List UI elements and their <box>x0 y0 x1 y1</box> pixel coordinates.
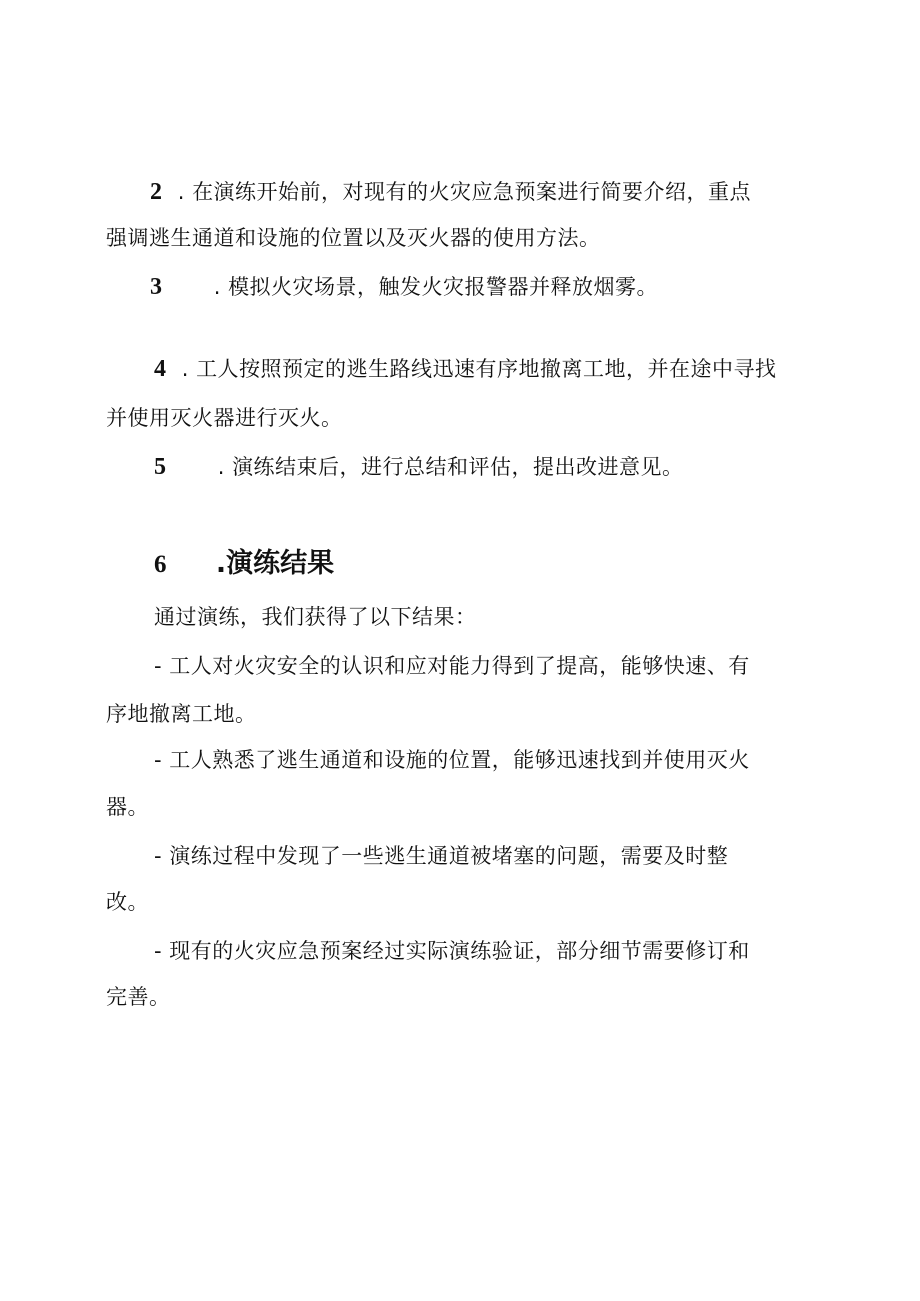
step-separator: . <box>213 275 221 299</box>
section-separator: . <box>215 548 227 579</box>
step-separator: . <box>177 180 185 204</box>
step-3-line-1 <box>150 273 658 301</box>
result-text-continued: 序地撤离工地。 <box>106 702 257 726</box>
result-1-line-1 <box>154 652 750 680</box>
result-text: - 现有的火灾应急预案经过实际演练验证，部分细节需要修订和 <box>154 939 750 963</box>
step-text-continued: 强调逃生通道和设施的位置以及灭火器的使用方法。 <box>106 226 601 250</box>
section-heading <box>154 547 334 582</box>
result-2-line-1 <box>154 746 750 774</box>
result-3-line-2 <box>106 888 149 916</box>
section-title: 演练结果 <box>226 548 335 579</box>
result-text: - 工人熟悉了逃生通道和设施的位置，能够迅速找到并使用灭火 <box>154 748 750 772</box>
intro-text: 通过演练，我们获得了以下结果： <box>154 605 477 629</box>
result-4-line-1 <box>154 937 750 965</box>
step-4-line-2 <box>106 404 343 432</box>
result-text: - 工人对火灾安全的认识和应对能力得到了提高，能够快速、有 <box>154 654 750 678</box>
result-text-continued: 完善。 <box>106 985 171 1009</box>
result-1-line-2 <box>106 700 257 728</box>
step-text: 在演练开始前，对现有的火灾应急预案进行简要介绍，重点 <box>192 180 752 204</box>
step-4-line-1 <box>154 355 777 383</box>
step-number: 4 <box>154 356 167 382</box>
step-text: 工人按照预定的逃生路线迅速有序地撤离工地，并在途中寻找 <box>196 357 777 381</box>
step-number: 5 <box>154 454 167 480</box>
result-text-continued: 改。 <box>106 890 149 914</box>
step-number: 2 <box>150 179 163 205</box>
results-intro <box>154 603 477 631</box>
result-text: - 演练过程中发现了一些逃生通道被堵塞的问题，需要及时整 <box>154 844 729 868</box>
step-2-line-2 <box>106 224 601 252</box>
step-5-line-1 <box>154 453 684 481</box>
step-text: 模拟火灾场景，触发火灾报警器并释放烟雾。 <box>228 275 659 299</box>
result-4-line-2 <box>106 983 171 1011</box>
section-number: 6 <box>154 551 167 578</box>
step-separator: . <box>217 455 225 479</box>
step-2-line-1 <box>150 178 751 206</box>
step-text-continued: 并使用灭火器进行灭火。 <box>106 406 343 430</box>
result-2-line-2 <box>106 793 149 821</box>
result-3-line-1 <box>154 842 728 870</box>
step-number: 3 <box>150 274 163 300</box>
result-text-continued: 器。 <box>106 795 149 819</box>
step-text: 演练结束后，进行总结和评估，提出改进意见。 <box>232 455 684 479</box>
step-separator: . <box>181 357 189 381</box>
